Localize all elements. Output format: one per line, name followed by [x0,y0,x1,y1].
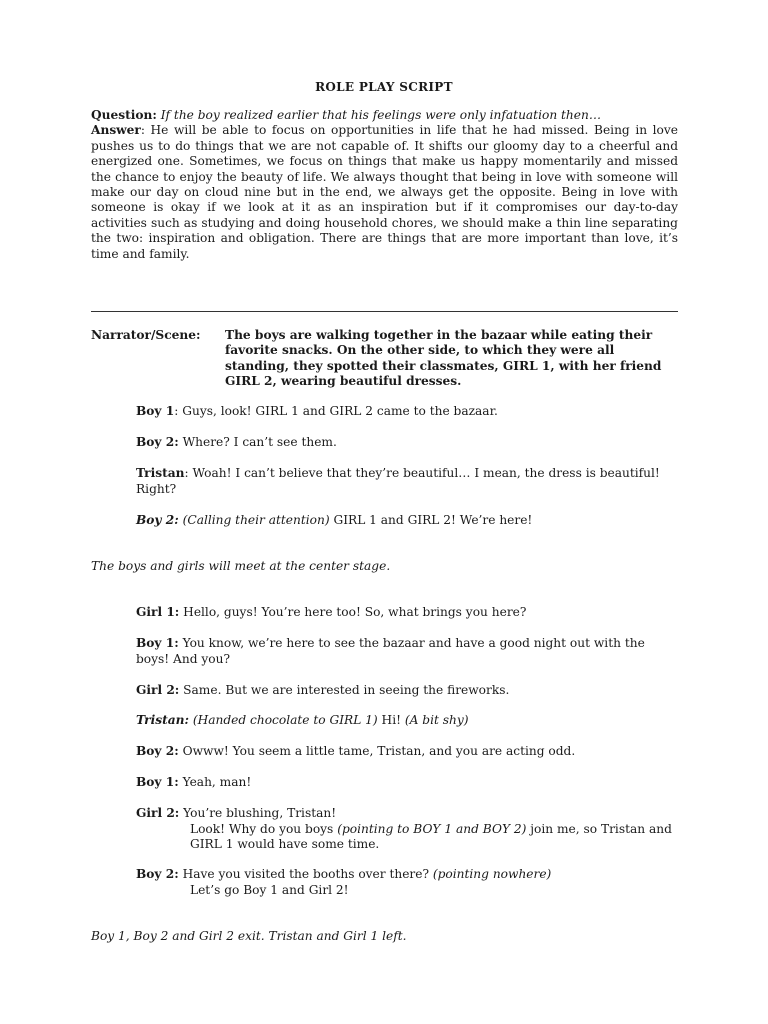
page-title: ROLE PLAY SCRIPT [315,80,453,94]
speaker-name: Girl 2: [136,806,180,820]
speaker-name: Girl 1: [136,605,180,619]
speaker-name: Boy 1: [136,636,179,650]
scene-text: The boys are walking together in the bazaar while eating their favorite snacks. On the other side, to which they were all standing, they spotted their classmates, GIRL 1, with her friend GIRL 2, wearing beautiful dresses. [225,328,662,389]
speaker-name: Boy 1 [136,404,175,418]
speaker-name: Boy 2: [136,744,179,758]
stage-direction: (pointing nowhere) [432,867,552,881]
dialogue-line-girl1-a [136,605,681,621]
stage-direction: (pointing to BOY 1 and BOY 2) [337,821,527,836]
line-text: Hello, guys! You’re here too! So, what brings you here? [179,605,527,619]
line-text: Owww! You seem a little tame, Tristan, and you are acting odd. [178,744,576,758]
line-text: Have you visited the booths over there? [178,867,433,881]
continuation-text: Let’s go Boy 1 and Girl 2! [190,882,349,897]
line-continuation [136,822,681,853]
dialogue-line-boy2-d [136,867,681,898]
speaker-name: Boy 1: [136,775,179,789]
stage-direction: (Calling their attention) [178,513,330,527]
line-text: You know, we’re here to see the bazaar and have a good night out with the boys! And you? [136,636,645,666]
speaker-name: Boy 2: [136,513,179,527]
dialogue-line-girl2-a [136,683,681,699]
stage-direction-exit: Boy 1, Boy 2 and Girl 2 exit. Tristan and Girl 1 left. [91,929,407,943]
answer-text: : He will be able to focus on opportunities in life that he had missed. Being in love pushes us to do things that we are not capable of. It shifts our gloomy day to a cheerful and energized one. Sometimes, we focus on things that make us happy momentarily and missed the chance to enjoy the beauty of life. We always thought that being in love with someone will make our day on cloud nine but in the end, we always get the opposite. Being in love with someone is okay if we look at it as an inspiration but if it compromises our day-to-day activities such as studying and doing household chores, we should make a thin line separating the two: inspiration and obligation. There are things that are more important than love, it’s time and family. [91,123,678,261]
dialogue-line-boy2-c [136,744,681,760]
speaker-name: Tristan: [136,713,189,727]
scene-label: Narrator/Scene: [91,328,201,342]
line-text: Hi! [377,713,405,727]
dialogue-line-girl2-b [136,806,681,853]
speaker-name: Tristan [136,466,185,480]
answer-paragraph [91,123,678,262]
stage-direction: (Handed chocolate to GIRL 1) [188,713,378,727]
line-text: : Guys, look! GIRL 1 and GIRL 2 came to the bazaar. [174,404,498,418]
line-text: GIRL 1 and GIRL 2! We’re here! [329,513,533,527]
stage-direction: (A bit shy) [404,713,469,727]
speaker-name: Girl 2: [136,683,180,697]
section-divider [91,311,678,312]
question-label: Question: [91,108,157,122]
stage-direction-meet: The boys and girls will meet at the center stage. [91,559,391,573]
question-paragraph [91,108,678,123]
speaker-name: Boy 2: [136,435,179,449]
continuation-text: Look! Why do you boys [190,821,338,836]
narrator-scene [91,328,681,390]
dialogue-line-tristan-b [136,713,681,729]
line-text: Where? I can’t see them. [178,435,337,449]
question-answer-block [91,108,678,262]
dialogue-line-boy2-b [136,513,681,529]
line-continuation [136,883,681,899]
answer-label: Answer [91,123,141,138]
dialogue-line-boy2-a [136,435,681,451]
speaker-name: Boy 2: [136,867,179,881]
dialogue-line-boy1-b [136,636,681,667]
dialogue-line-boy1-a [136,404,681,420]
line-text: Yeah, man! [178,775,252,789]
line-text: You’re blushing, Tristan! [179,806,337,820]
dialogue-line-tristan-a [136,466,681,497]
question-text: If the boy realized earlier that his feelings were only infatuation then… [156,108,602,122]
dialogue-line-boy1-c [136,775,681,791]
continuation-text: join me, so Tristan and GIRL 1 would have some time. [190,821,672,852]
line-text: Same. But we are interested in seeing the fireworks. [179,683,510,697]
line-text: : Woah! I can’t believe that they’re beautiful… I mean, the dress is beautiful! Right? [136,466,660,496]
